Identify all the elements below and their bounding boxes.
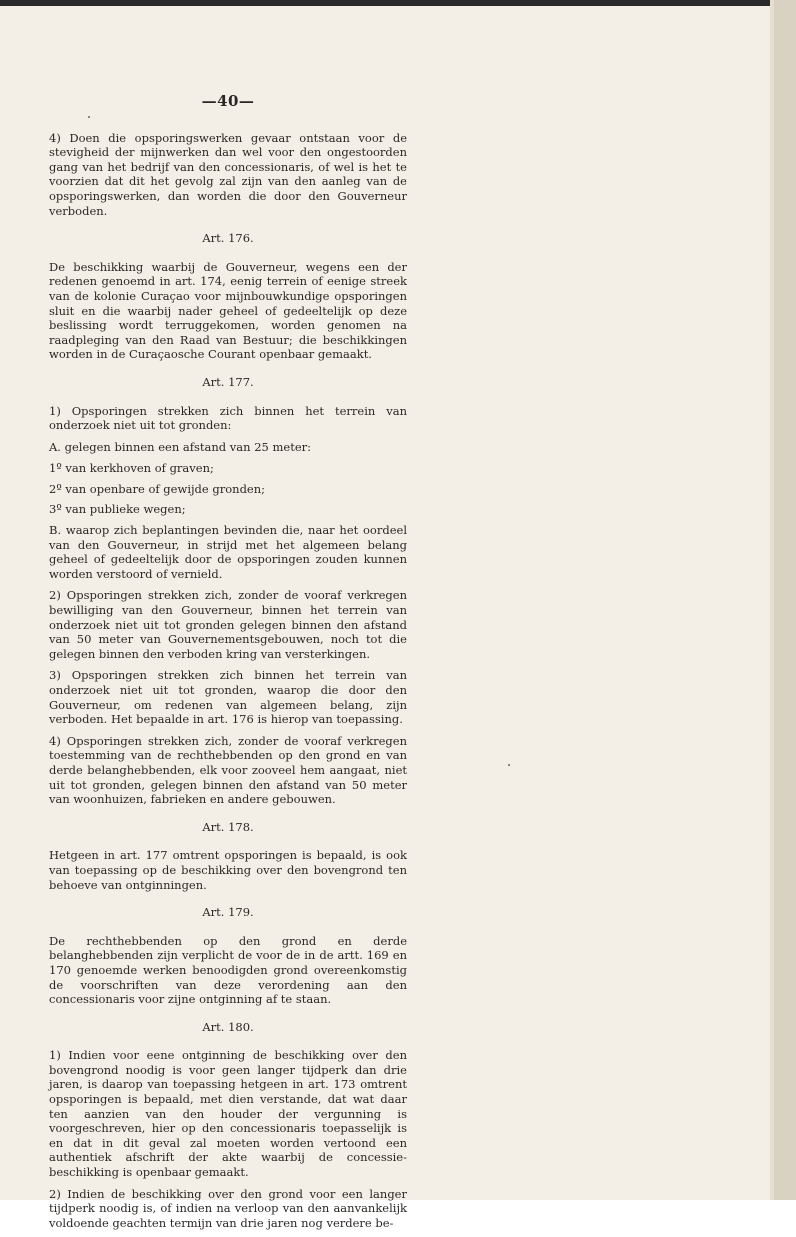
paragraph-177-3: 3) Opsporingen strekken zich binnen het terrein van onderzoek niet uit tot gronden, waarop die door den Gouverneur, om redenen van algemeen belang, zijn verboden. Het bepaalde in art. 176 is hierop van toepassing. [49, 668, 407, 727]
paragraph-177-1a: A. gelegen binnen een afstand van 25 meter: [49, 439, 312, 454]
speck [508, 764, 510, 766]
article-heading-176: Art. 176. [202, 231, 254, 246]
paragraph-177-4: 4) Opsporingen strekken zich, zonder de vooraf verkregen toestemming van de rechthebbenden op den grond en van derde belanghebbenden, elk voor zooveel hem aangaat, niet uit tot gronden, gelegen binnen den afstand van 50 meter van woonhuizen, fabrieken en andere gebouwen. [49, 733, 407, 807]
paragraph-179: De rechthebbenden op den grond en derde belanghebbenden zijn verplicht de voor de in de artt. 169 en 170 genoemde werken benoodigden grond overeenkomstig de voorschriften van deze verordening aan den concessionaris voor zijne ontginning af te staan. [49, 933, 407, 1007]
article-heading-178: Art. 178. [202, 819, 254, 834]
list-item-3: 3º van publieke wegen; [49, 502, 186, 517]
paragraph-177-1b: B. waarop zich beplantingen bevinden die, naar het oordeel van den Gouverneur, in strijd met het algemeen belang geheel of gedeeltelijk door de opsporingen zouden kunnen worden verstoord of vernield. [49, 523, 407, 581]
paragraph-177-1: 1) Opsporingen strekken zich binnen het terrein van onderzoek niet uit tot gronden: [49, 403, 407, 433]
paragraph-176: De beschikking waarbij de Gouverneur, wegens een der redenen genoemd in art. 174, eenig terrein of eenige streek van de kolonie Curaçao voor mijnbouwkundige opsporingen sluit en die waarbij nader geheel of gedeeltelijk op deze beslissing wordt terruggekomen, worden genomen na raadpleging van den Raad van Bestuur; die beschikkingen worden in de Curaçaosche Courant openbaar gemaakt. [49, 259, 407, 362]
paragraph-180-2: 2) Indien de beschikking over den grond voor een langer tijdperk noodig is, of indien na verloop van den aanvankelijk voldoende geachten termijn van drie jaren nog verdere be- [49, 1186, 407, 1230]
list-item-1: 1º van kerkhoven of graven; [49, 461, 214, 476]
paragraph-178: Hetgeen in art. 177 omtrent opsporingen is bepaald, is ook van toepassing op de beschikking over den bovengrond ten behoeve van ontginningen. [49, 848, 407, 892]
article-heading-179: Art. 179. [202, 905, 254, 920]
paragraph-176-4: 4) Doen die opsporingswerken gevaar ontstaan voor de stevigheid der mijnwerken dan wel voor den ongestoorden gang van het bedrijf van den concessionaris, of wel is het te voorzien dat dit het gevolg zal zijn van den aanleg van de opsporingswerken, dan worden die door den Gouverneur verboden. [49, 130, 407, 218]
paragraph-177-2: 2) Opsporingen strekken zich, zonder de vooraf verkregen bewilliging van den Gouverneur, binnen het terrein van onderzoek niet uit tot gronden gelegen binnen den afstand van 50 meter van Gouvernementsgebouwen, noch tot die gelegen binnen den verboden kring van versterkingen. [49, 588, 407, 661]
article-heading-180: Art. 180. [202, 1019, 254, 1034]
list-item-2: 2º van openbare of gewijde gronden; [49, 481, 266, 496]
scan-right-border [774, 0, 796, 1200]
article-heading-177: Art. 177. [202, 374, 254, 389]
paragraph-180-1: 1) Indien voor eene ontginning de beschikking over den bovengrond noodig is voor geen langer tijdperk dan drie jaren, is daarop van toepassing hetgeen in art. 173 omtrent opsporingen is bepaald, met dien verstande, dat wat daar ten aanzien van den houder der vergunning is voorgeschreven, hier op den concessionaris toepasselijk is en dat in dit geval zal moeten worden vertoond een authentiek afschrift der akte waarbij de concessie-beschikking is openbaar gemaakt. [49, 1048, 407, 1180]
page-number: —40— [201, 92, 255, 110]
text-column [49, 94, 407, 1237]
document-page [0, 6, 770, 1230]
